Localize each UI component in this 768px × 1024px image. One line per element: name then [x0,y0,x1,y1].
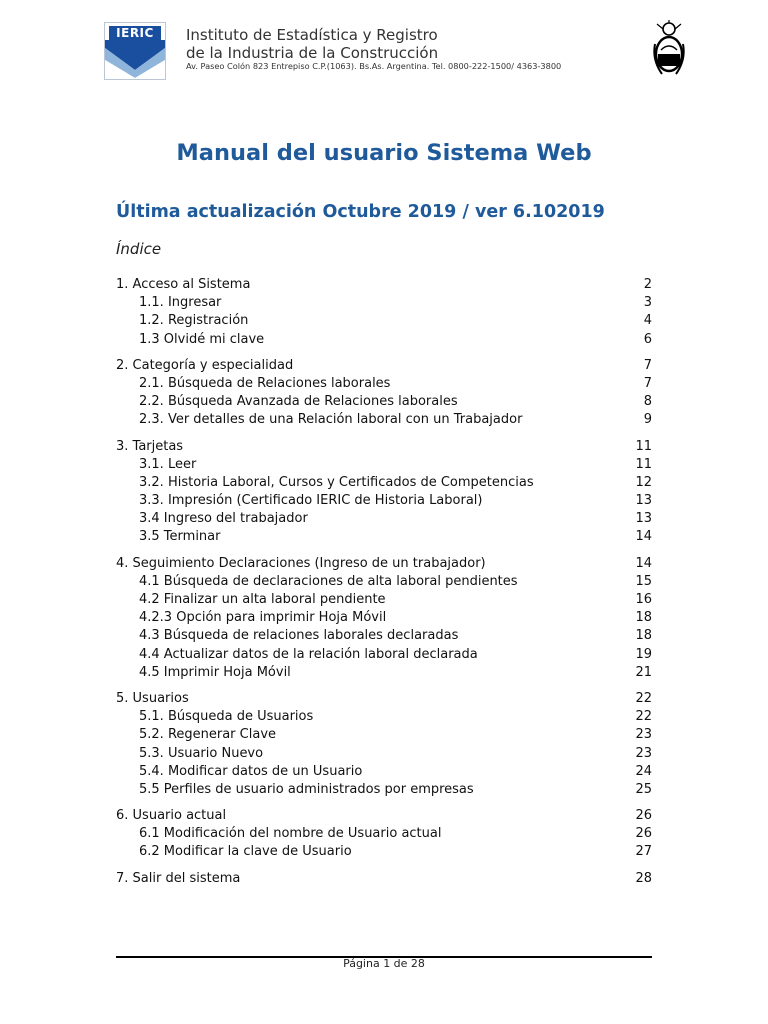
toc-heading: Índice [116,240,162,258]
toc-entry[interactable] [116,357,652,375]
toc-entry-label: 3.5 Terminar [139,529,221,545]
toc-entry[interactable] [116,555,652,573]
toc-entry-label: 7. Salir del sistema [116,870,241,886]
toc-section [116,276,652,349]
toc-subentry[interactable] [116,393,652,411]
toc-page-number: 13 [635,493,652,509]
document-subtitle: Última actualización Octubre 2019 / ver 6.102019 [116,202,605,222]
toc-section [116,690,652,799]
toc-entry-label: 5. Usuarios [116,690,189,706]
toc-entry-label: 6. Usuario actual [116,808,227,824]
toc-entry-label: 4.2.3 Opción para imprimir Hoja Móvil [139,610,387,626]
toc-subentry[interactable] [116,609,652,627]
toc-page-number: 23 [635,745,652,761]
document-title: Manual del usuario Sistema Web [176,140,592,166]
toc-entry-label: 2. Categoría y especialidad [116,357,294,373]
toc-page-number: 24 [635,763,652,779]
toc-page-number: 19 [635,646,652,662]
toc-page-number: 11 [635,438,652,454]
toc-subentry[interactable] [116,294,652,312]
toc-section [116,438,652,547]
toc-page-number: 8 [643,394,652,410]
toc-page-number: 7 [643,357,652,373]
logo-triangle-icon [105,40,165,80]
toc-page-number: 16 [635,592,652,607]
toc-subentry[interactable] [116,745,652,763]
toc-page-number: 7 [643,375,652,391]
toc-entry-label: 1.2. Registración [139,313,249,329]
toc-subentry[interactable] [116,781,652,799]
toc-subentry[interactable] [116,573,652,591]
toc-page-number: 25 [635,781,652,797]
toc-section [116,807,652,862]
institution-line-2: de la Industria de la Construcción [186,44,439,62]
toc-page-number: 2 [643,277,652,292]
toc-subentry[interactable] [116,843,652,861]
toc-entry[interactable] [116,276,652,294]
toc-entry[interactable] [116,438,652,456]
toc-entry-label: 3.2. Historia Laboral, Cursos y Certificados de Competencias [139,474,534,490]
toc-entry-label: 1.1. Ingresar [139,295,222,311]
toc-entry-label: 3.1. Leer [139,456,197,472]
toc-entry[interactable] [116,870,652,888]
toc-entry-label: 2.1. Búsqueda de Relaciones laborales [139,375,391,391]
toc-page-number: 22 [635,690,652,706]
toc-entry-label: 4.3 Búsqueda de relaciones laborales declaradas [139,628,459,644]
toc-section [116,357,652,430]
institution-name [186,26,438,62]
toc-entry-label: 1.3 Olvidé mi clave [139,331,265,347]
toc-entry-label: 3.3. Impresión (Certificado IERIC de Historia Laboral) [139,493,483,509]
toc-page-number: 15 [635,573,652,589]
toc-subentry[interactable] [116,627,652,645]
toc-entry-label: 4. Seguimiento Declaraciones (Ingreso de un trabajador) [116,555,486,571]
toc-page-number: 3 [643,295,652,311]
toc-entry-label: 5.4. Modificar datos de un Usuario [139,763,363,779]
toc-entry-label: 4.2 Finalizar un alta laboral pendiente [139,592,386,607]
toc-subentry[interactable] [116,646,652,664]
toc-page-number: 22 [635,709,652,725]
toc-entry-label: 5.1. Búsqueda de Usuarios [139,709,314,725]
logo-text: IERIC [109,26,161,40]
toc-entry-label: 3.4 Ingreso del trabajador [139,511,308,527]
toc-section [116,555,652,682]
toc-page-number: 4 [643,313,652,329]
toc-page-number: 21 [635,664,652,680]
toc-subentry[interactable] [116,763,652,781]
toc-subentry[interactable] [116,456,652,474]
table-of-contents [116,276,652,896]
toc-page-number: 28 [635,870,652,886]
toc-page-number: 12 [635,474,652,490]
toc-entry-label: 5.3. Usuario Nuevo [139,745,264,761]
coat-of-arms-icon [652,20,686,78]
toc-page-number: 26 [635,826,652,842]
toc-page-number: 14 [635,529,652,545]
toc-entry-label: 6.2 Modificar la clave de Usuario [139,844,352,860]
toc-subentry[interactable] [116,510,652,528]
toc-subentry[interactable] [116,492,652,510]
toc-entry-label: 6.1 Modificación del nombre de Usuario actual [139,826,442,842]
page-number: Página 1 de 28 [343,957,425,970]
toc-subentry[interactable] [116,375,652,393]
toc-section [116,870,652,888]
toc-subentry[interactable] [116,708,652,726]
institution-line-1: Instituto de Estadística y Registro [186,26,438,44]
toc-subentry[interactable] [116,312,652,330]
toc-subentry[interactable] [116,825,652,843]
toc-entry-label: 2.2. Búsqueda Avanzada de Relaciones laborales [139,394,458,410]
toc-page-number: 6 [643,331,652,347]
toc-subentry[interactable] [116,331,652,349]
toc-page-number: 26 [635,808,652,824]
toc-page-number: 27 [635,844,652,860]
toc-subentry[interactable] [116,528,652,546]
toc-subentry[interactable] [116,411,652,429]
toc-page-number: 13 [635,511,652,527]
toc-subentry[interactable] [116,591,652,609]
toc-page-number: 14 [635,555,652,571]
toc-page-number: 9 [643,412,652,428]
toc-entry-label: 4.5 Imprimir Hoja Móvil [139,664,291,680]
document-header [104,20,664,82]
toc-subentry[interactable] [116,726,652,744]
toc-page-number: 18 [635,628,652,644]
toc-page-number: 11 [635,456,652,472]
toc-page-number: 18 [635,610,652,626]
toc-entry[interactable] [116,807,652,825]
toc-entry-label: 4.1 Búsqueda de declaraciones de alta laboral pendientes [139,573,518,589]
toc-entry-label: 3. Tarjetas [116,438,184,454]
toc-entry-label: 5.5 Perfiles de usuario administrados por empresas [139,781,474,797]
toc-entry-label: 5.2. Regenerar Clave [139,727,277,743]
toc-entry-label: 1. Acceso al Sistema [116,277,251,292]
toc-subentry[interactable] [116,474,652,492]
ieric-logo [104,22,166,80]
toc-entry-label: 2.3. Ver detalles de una Relación laboral con un Trabajador [139,412,523,428]
toc-page-number: 23 [635,727,652,743]
institution-address: Av. Paseo Colón 823 Entrepiso C.P.(1063). Bs.As. Argentina. Tel. 0800-222-1500/ 4363-3800 [186,61,562,71]
toc-subentry[interactable] [116,664,652,682]
toc-entry-label: 4.4 Actualizar datos de la relación laboral declarada [139,646,478,662]
toc-entry[interactable] [116,690,652,708]
